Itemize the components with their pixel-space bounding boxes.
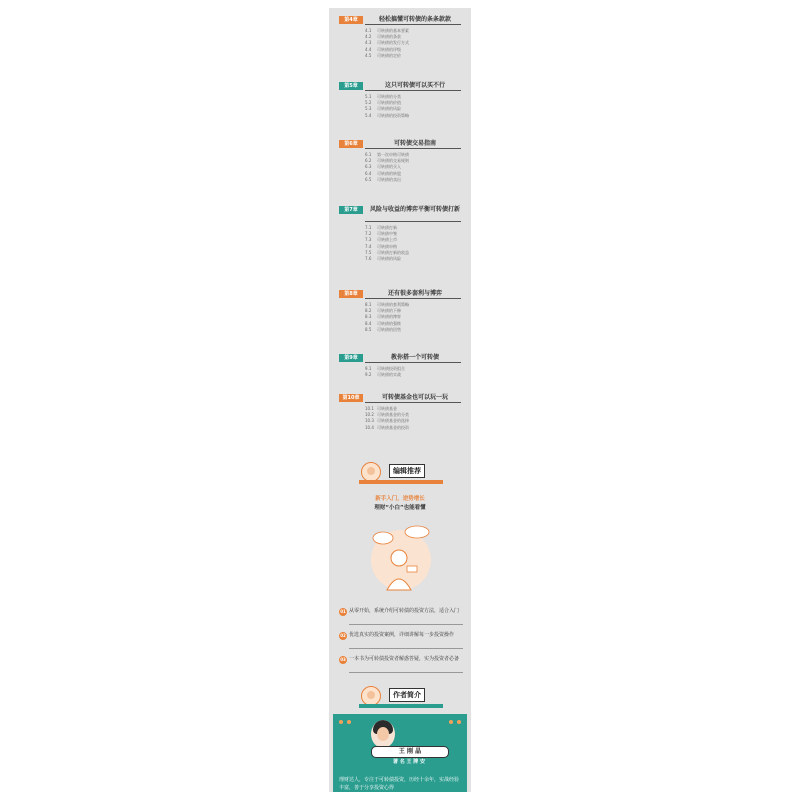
chapter-badge: 第9章 xyxy=(339,354,363,362)
toc-item-number: 8.4 xyxy=(365,320,372,326)
chapter-divider xyxy=(365,402,461,403)
book-detail-strip xyxy=(329,8,471,792)
chapter-title: 轻松搞懂可转债的条条款款 xyxy=(378,16,451,23)
chapter-items xyxy=(365,152,463,183)
chapter-badge: 第10章 xyxy=(339,394,363,402)
header-underline xyxy=(359,480,443,484)
toc-item-label: 可转债的风险 xyxy=(377,106,401,112)
chapter-divider xyxy=(365,298,461,299)
toc-item-number: 7.2 xyxy=(365,231,372,237)
decor-dot xyxy=(339,720,343,724)
chapter-badge: 第5章 xyxy=(339,82,363,90)
toc-item-label: 第一次申购可转债 xyxy=(377,152,409,157)
reader-illustration-icon xyxy=(369,520,433,600)
author-bio: 理财达人，专注于可转债投资，历经十余年，实战经验丰富，善于分享投资心得 xyxy=(339,777,460,791)
toc-item-label: 可转债的投资策略 xyxy=(377,112,409,118)
toc-item-label: 可转债的转股 xyxy=(377,170,401,176)
decor-dot xyxy=(449,720,453,724)
author-card xyxy=(333,714,467,792)
toc-item xyxy=(365,425,463,431)
author-photo xyxy=(371,720,395,748)
toc-item xyxy=(365,256,463,262)
chapter-divider xyxy=(365,221,461,222)
toc-item-number: 8.2 xyxy=(365,308,372,314)
chapter-divider xyxy=(365,148,461,149)
toc-item xyxy=(365,53,463,59)
chapter-title: 可转债基金也可以玩一玩 xyxy=(381,394,448,401)
point-number-badge: 02 xyxy=(340,633,346,638)
toc-item-label: 可转债打新 xyxy=(377,225,397,230)
author-header-underline xyxy=(359,704,443,708)
toc-item-number: 6.4 xyxy=(365,170,372,176)
toc-item-label: 可转债上市 xyxy=(377,237,397,243)
toc-item-number: 5.2 xyxy=(365,100,372,106)
toc-item-label: 可转债的交易规则 xyxy=(377,158,409,164)
toc-item-label: 可转债的条款 xyxy=(377,34,401,40)
toc-item-label: 可转债的定价 xyxy=(377,52,401,58)
chapter-title: 可转债交易指南 xyxy=(393,140,436,147)
toc-item-number: 7.4 xyxy=(365,243,372,249)
chapter-badge: 第7章 xyxy=(339,206,363,214)
toc-item-label: 可转债的下修 xyxy=(377,308,401,314)
toc-item-number: 5.4 xyxy=(365,112,372,118)
chapter-badge: 第4章 xyxy=(339,16,363,24)
toc-item-number: 9.1 xyxy=(365,366,372,371)
toc-item xyxy=(365,327,463,333)
editor-recommend-header xyxy=(329,458,471,498)
toc-item-number: 8.1 xyxy=(365,302,372,307)
toc-item-label: 可转债中签 xyxy=(377,231,397,237)
toc-item-number: 4.4 xyxy=(365,46,372,52)
toc-item-label: 可转债的发行方式 xyxy=(377,40,409,46)
toc-item-label: 可转债的套利策略 xyxy=(377,302,409,307)
toc-item-number: 6.1 xyxy=(365,152,372,157)
chapter-items xyxy=(365,406,463,431)
toc-item-number: 4.1 xyxy=(365,28,372,33)
toc-item-label: 可转债投资组合 xyxy=(377,366,405,371)
toc-item-number: 5.3 xyxy=(365,106,372,112)
toc-item-label: 可转债基金 xyxy=(377,406,397,411)
toc-item-number: 4.3 xyxy=(365,40,372,46)
toc-item-number: 7.5 xyxy=(365,249,372,255)
point-text: 一本书为可转债投资者解惑答疑，实为投资者必备 xyxy=(349,656,460,662)
chapter-divider xyxy=(365,90,461,91)
author-avatar-icon xyxy=(361,686,381,706)
toc-item-number: 10.4 xyxy=(365,424,374,430)
chapter-badge: 第6章 xyxy=(339,140,363,148)
toc-item-number: 7.6 xyxy=(365,256,372,262)
editor-avatar-icon xyxy=(361,462,381,482)
point-text: 优选真实的投资案例，详细讲解每一步投资操作 xyxy=(349,632,455,638)
point-text: 从零开始，系统介绍可转债的投资方法，适合入门 xyxy=(349,608,460,614)
toc-item-number: 5.1 xyxy=(365,94,372,99)
toc-item-number: 4.2 xyxy=(365,34,372,40)
toc-item-number: 7.3 xyxy=(365,237,372,243)
toc-item-label: 可转债基金的分类 xyxy=(377,412,409,418)
toc-item-label: 可转债的实战 xyxy=(377,372,401,378)
chapter-divider xyxy=(365,24,461,25)
toc-item-label: 可转债的风险 xyxy=(377,256,401,262)
toc-item-number: 6.3 xyxy=(365,164,372,170)
toc-item-label: 可转债申购 xyxy=(377,243,397,249)
author-title: 著 名 王 牌 安 xyxy=(393,759,425,765)
toc-item xyxy=(365,372,463,378)
slogan-secondary: 理财“小白”也能看懂 xyxy=(374,505,426,511)
toc-item-number: 10.3 xyxy=(365,418,374,424)
toc-item-label: 可转债的博弈 xyxy=(377,314,401,320)
point-divider xyxy=(349,624,463,625)
point-number-badge: 01 xyxy=(340,609,346,614)
author-section-title: 作者简介 xyxy=(389,688,425,702)
toc-item-label: 可转债的买入 xyxy=(377,164,401,170)
decor-dot xyxy=(457,720,461,724)
toc-item-label: 可转债的强赎 xyxy=(377,320,401,326)
editor-recommend-title: 编辑推荐 xyxy=(389,464,425,478)
point-divider xyxy=(349,648,463,649)
point-divider xyxy=(349,672,463,673)
toc-item-label: 可转债的分类 xyxy=(377,94,401,99)
chapter-divider xyxy=(365,362,461,363)
toc-item-number: 9.2 xyxy=(365,372,372,378)
toc-item-label: 可转债打新的收益 xyxy=(377,249,409,255)
toc-item-label: 可转债的卖出 xyxy=(377,176,401,182)
toc-item-number: 10.1 xyxy=(365,406,374,411)
toc-item-label: 可转债的评级 xyxy=(377,46,401,52)
chapter-items xyxy=(365,225,463,262)
chapter-items xyxy=(365,94,463,119)
author-name: 王 刚 晶 xyxy=(371,746,449,758)
toc-item-number: 8.5 xyxy=(365,326,372,332)
chapter-title: 还有很多套利与博弈 xyxy=(387,290,442,297)
chapter-items xyxy=(365,366,463,378)
toc-item-label: 可转债的价值 xyxy=(377,100,401,106)
decor-dot xyxy=(347,720,351,724)
toc-item xyxy=(365,177,463,183)
chapter-items xyxy=(365,28,463,59)
toc-item-number: 4.5 xyxy=(365,52,372,58)
toc-item-number: 10.2 xyxy=(365,412,374,418)
chapter-items xyxy=(365,302,463,333)
toc-item-label: 可转债的回售 xyxy=(377,326,401,332)
chapter-title: 这只可转债可以买不行 xyxy=(384,82,445,89)
point-number-badge: 03 xyxy=(340,657,346,662)
toc-item-label: 可转债基金的投资 xyxy=(377,424,409,430)
toc-item-number: 8.3 xyxy=(365,314,372,320)
toc-item xyxy=(365,113,463,119)
toc-item-number: 6.2 xyxy=(365,158,372,164)
chapter-title: 风险与收益的博弈平衡可转债打新 xyxy=(369,206,460,213)
toc-item-number: 7.1 xyxy=(365,225,372,230)
slogan-primary: 新手入门，逆势增长 xyxy=(375,496,425,502)
chapter-title: 教你搭一个可转债 xyxy=(390,354,439,361)
toc-item-number: 6.5 xyxy=(365,176,372,182)
toc-item-label: 可转债的基本要素 xyxy=(377,28,409,33)
chapter-badge: 第8章 xyxy=(339,290,363,298)
toc-item-label: 可转债基金的选择 xyxy=(377,418,409,424)
